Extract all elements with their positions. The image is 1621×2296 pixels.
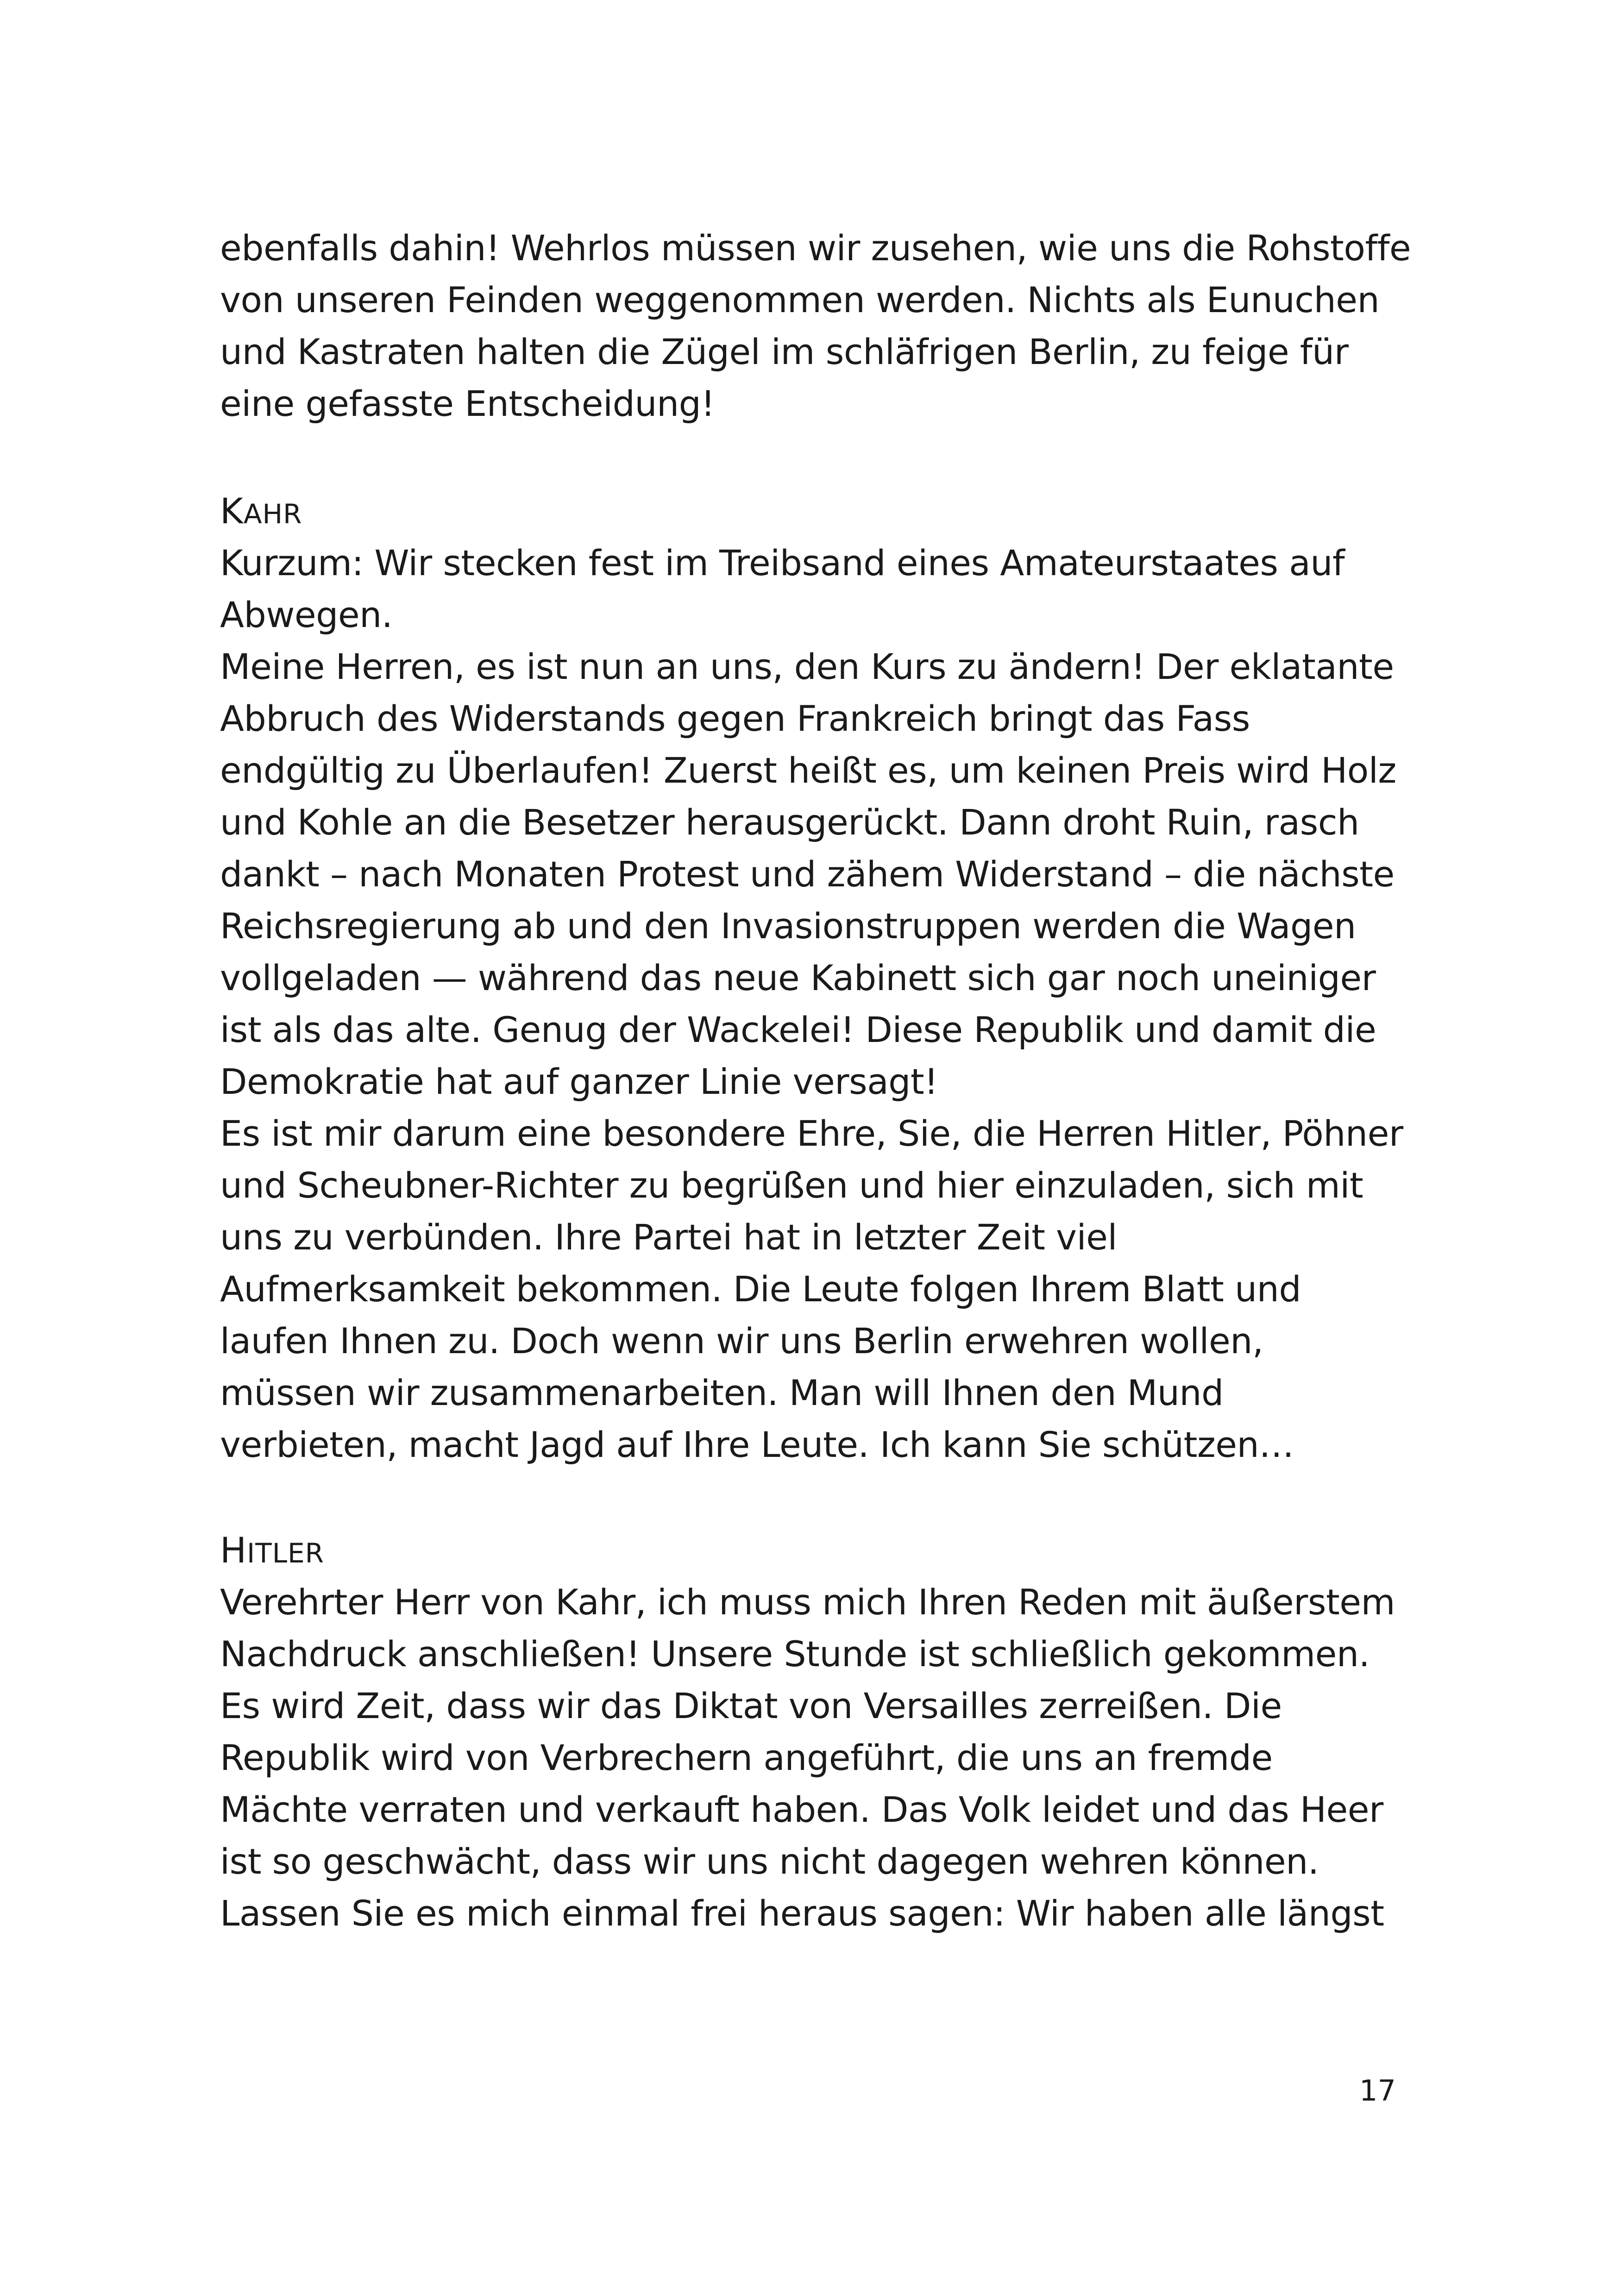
speaker-name-kahr: KAHR: [220, 490, 302, 532]
text-line: ebenfalls dahin! Wehrlos müssen wir zusehen, wie uns die Rohstoffe: [220, 227, 1411, 269]
speaker-name-hitler: HITLER: [220, 1530, 324, 1571]
text-line: und Kastraten halten die Zügel im schläfrigen Berlin, zu feige für: [220, 331, 1349, 372]
text-line: Nachdruck anschließen! Unsere Stunde ist schließlich gekommen.: [220, 1633, 1370, 1675]
text-line: von unseren Feinden weggenommen werden. Nichts als Eunuchen: [220, 279, 1380, 320]
text-line: ist als das alte. Genug der Wackelei! Diese Republik und damit die: [220, 1009, 1376, 1050]
text-line: Republik wird von Verbrechern angeführt, die uns an fremde: [220, 1737, 1273, 1778]
text-line: und Scheubner-Richter zu begrüßen und hier einzuladen, sich mit: [220, 1165, 1363, 1206]
speech-kahr: [220, 485, 1470, 1471]
text-line: Abwegen.: [220, 594, 393, 635]
text-line: Reichsregierung ab und den Invasionstruppen werden die Wagen: [220, 905, 1356, 947]
text-line: dankt – nach Monaten Protest und zähem Widerstand – die nächste: [220, 853, 1395, 895]
text-line: müssen wir zusammenarbeiten. Man will Ihnen den Mund: [220, 1372, 1224, 1413]
text-line: verbieten, macht Jagd auf Ihre Leute. Ich kann Sie schützen…: [220, 1424, 1294, 1465]
text-line: Mächte verraten und verkauft haben. Das Volk leidet und das Heer: [220, 1789, 1383, 1830]
text-line: Es ist mir darum eine besondere Ehre, Sie, die Herren Hitler, Pöhner: [220, 1113, 1403, 1154]
text-line: Aufmerksamkeit bekommen. Die Leute folgen Ihrem Blatt und: [220, 1268, 1301, 1310]
paragraph-continuation: [220, 222, 1470, 430]
speech-hitler: [220, 1524, 1470, 1939]
text-line: endgültig zu Überlaufen! Zuerst heißt es, um keinen Preis wird Holz: [220, 750, 1396, 791]
text-line: Meine Herren, es ist nun an uns, den Kurs zu ändern! Der eklatante: [220, 646, 1394, 687]
page-number: 17: [1359, 2074, 1396, 2108]
text-line: Es wird Zeit, dass wir das Diktat von Versailles zerreißen. Die: [220, 1685, 1282, 1726]
text-line: vollgeladen — während das neue Kabinett sich gar noch uneiniger: [220, 957, 1376, 998]
text-line: uns zu verbünden. Ihre Partei hat in letzter Zeit viel: [220, 1217, 1118, 1258]
text-line: eine gefasste Entscheidung!: [220, 383, 715, 424]
text-line: Verehrter Herr von Kahr, ich muss mich Ihren Reden mit äußerstem: [220, 1581, 1395, 1623]
text-line: Demokratie hat auf ganzer Linie versagt!: [220, 1061, 938, 1102]
text-line: Abbruch des Widerstands gegen Frankreich bringt das Fass: [220, 698, 1250, 739]
text-line: ist so geschwächt, dass wir uns nicht dagegen wehren können.: [220, 1841, 1319, 1882]
text-line: Lassen Sie es mich einmal frei heraus sagen: Wir haben alle längst: [220, 1893, 1384, 1934]
text-line: laufen Ihnen zu. Doch wenn wir uns Berlin erwehren wollen,: [220, 1320, 1263, 1361]
text-line: Kurzum: Wir stecken fest im Treibsand eines Amateurstaates auf: [220, 542, 1345, 583]
text-line: und Kohle an die Besetzer herausgerückt. Dann droht Ruin, rasch: [220, 802, 1359, 843]
